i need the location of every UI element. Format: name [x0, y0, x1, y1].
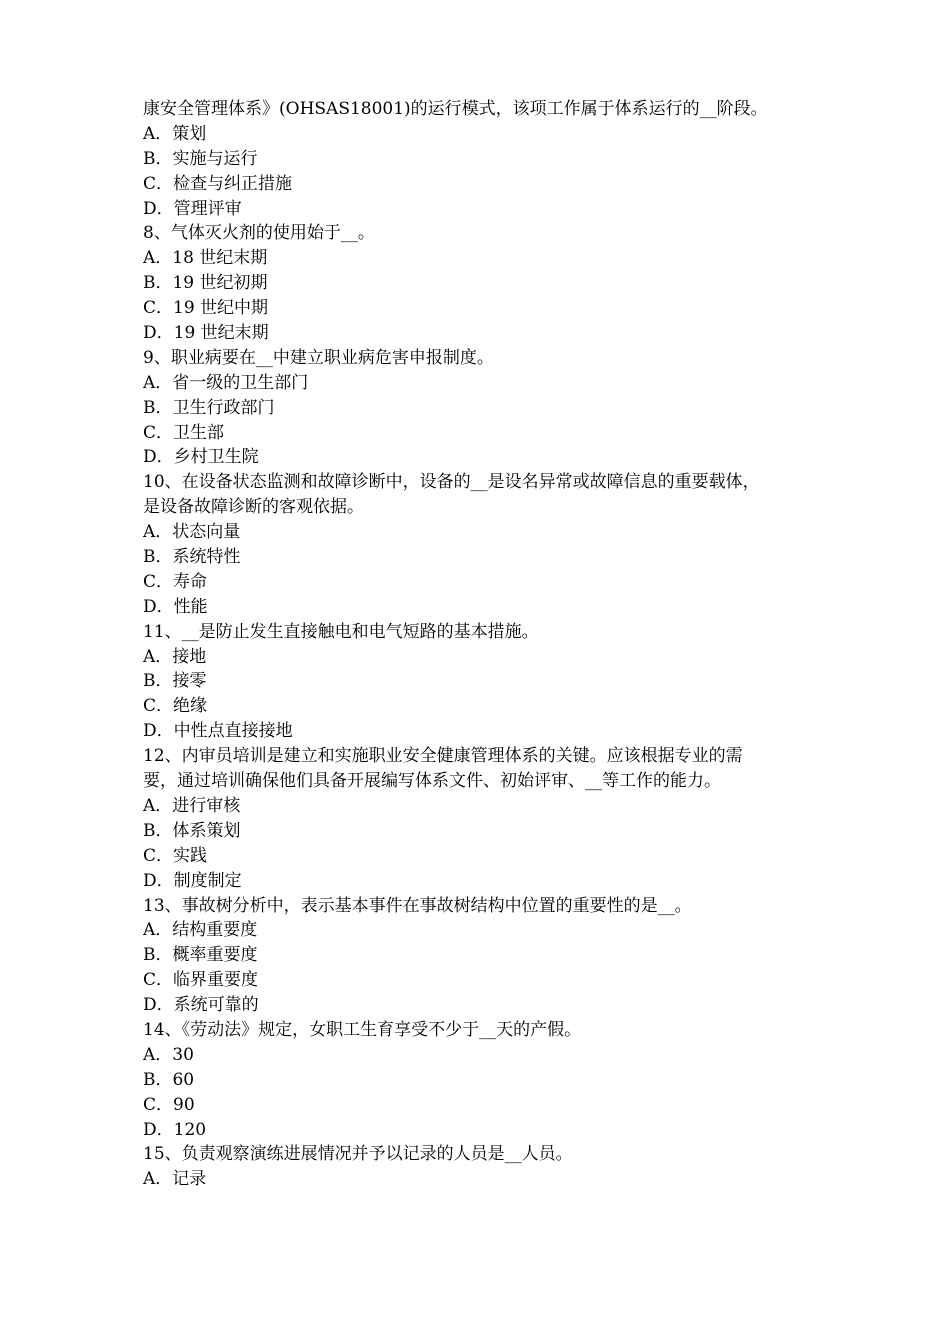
question-12-cont: 要，通过培训确保他们具备开展编写体系文件、初始评审、__等工作的能力。 — [143, 771, 721, 792]
question-8: 8、气体灭火剂的使用始于__。 — [143, 223, 375, 244]
option-line: C．寿命 — [143, 571, 208, 592]
option-line: D．中性点直接接地 — [143, 721, 293, 742]
question-10: 10、在设备状态监测和故障诊断中，设备的__是设名异常或故障信息的重要载体， — [143, 472, 760, 493]
option-line: B．19 世纪初期 — [143, 273, 268, 294]
text-line: 康安全管理体系》(OHSAS18001)的运行模式，该项工作属于体系运行的__阶段。 — [143, 99, 768, 119]
option-line: A．策划 — [143, 123, 207, 144]
option-line: C．实践 — [143, 845, 208, 866]
option-line: C．卫生部 — [143, 422, 225, 443]
option-line: D．系统可靠的 — [143, 995, 259, 1016]
option-line: D．性能 — [143, 596, 208, 617]
option-line: C．绝缘 — [143, 696, 208, 717]
option-line: B．体系策划 — [143, 820, 241, 841]
option-line: D．管理评审 — [143, 198, 242, 219]
option-line: C．检查与纠正措施 — [143, 173, 293, 194]
option-line: A．接地 — [143, 646, 207, 667]
question-11: 11、__是防止发生直接触电和电气短路的基本措施。 — [143, 621, 539, 642]
question-15: 15、负责观察演练进展情况并予以记录的人员是__人员。 — [143, 1144, 573, 1165]
option-line: C．90 — [143, 1094, 195, 1115]
option-line: B．概率重要度 — [143, 945, 258, 966]
option-line: A．进行审核 — [143, 795, 241, 816]
option-line: A．30 — [143, 1044, 194, 1065]
option-line: A．18 世纪末期 — [143, 248, 268, 269]
question-10-cont: 是设备故障诊断的客观依据。 — [143, 497, 364, 518]
question-12: 12、内审员培训是建立和实施职业安全健康管理体系的关键。应该根据专业的需 — [143, 746, 743, 767]
question-14: 14、《劳动法》规定，女职工生育享受不少于__天的产假。 — [143, 1019, 582, 1040]
option-line: C．临界重要度 — [143, 970, 259, 991]
option-line: B．实施与运行 — [143, 148, 258, 169]
option-line: B．系统特性 — [143, 547, 241, 568]
option-line: A．结构重要度 — [143, 920, 258, 941]
option-line: D．乡村卫生院 — [143, 447, 259, 468]
question-13: 13、事故树分析中，表示基本事件在事故树结构中位置的重要性的是__。 — [143, 895, 692, 916]
option-line: B．卫生行政部门 — [143, 397, 275, 418]
option-line: C．19 世纪中期 — [143, 298, 269, 319]
document-page — [143, 97, 813, 1192]
option-line: B．60 — [143, 1069, 195, 1090]
option-line: A．状态向量 — [143, 522, 241, 543]
question-9: 9、职业病要在__中建立职业病危害申报制度。 — [143, 347, 494, 368]
option-line: D．19 世纪末期 — [143, 323, 269, 344]
option-line: A．记录 — [143, 1169, 207, 1190]
option-line: B．接零 — [143, 671, 207, 692]
option-line: D．制度制定 — [143, 870, 242, 891]
option-line: A．省一级的卫生部门 — [143, 372, 309, 393]
option-line: D．120 — [143, 1119, 207, 1140]
